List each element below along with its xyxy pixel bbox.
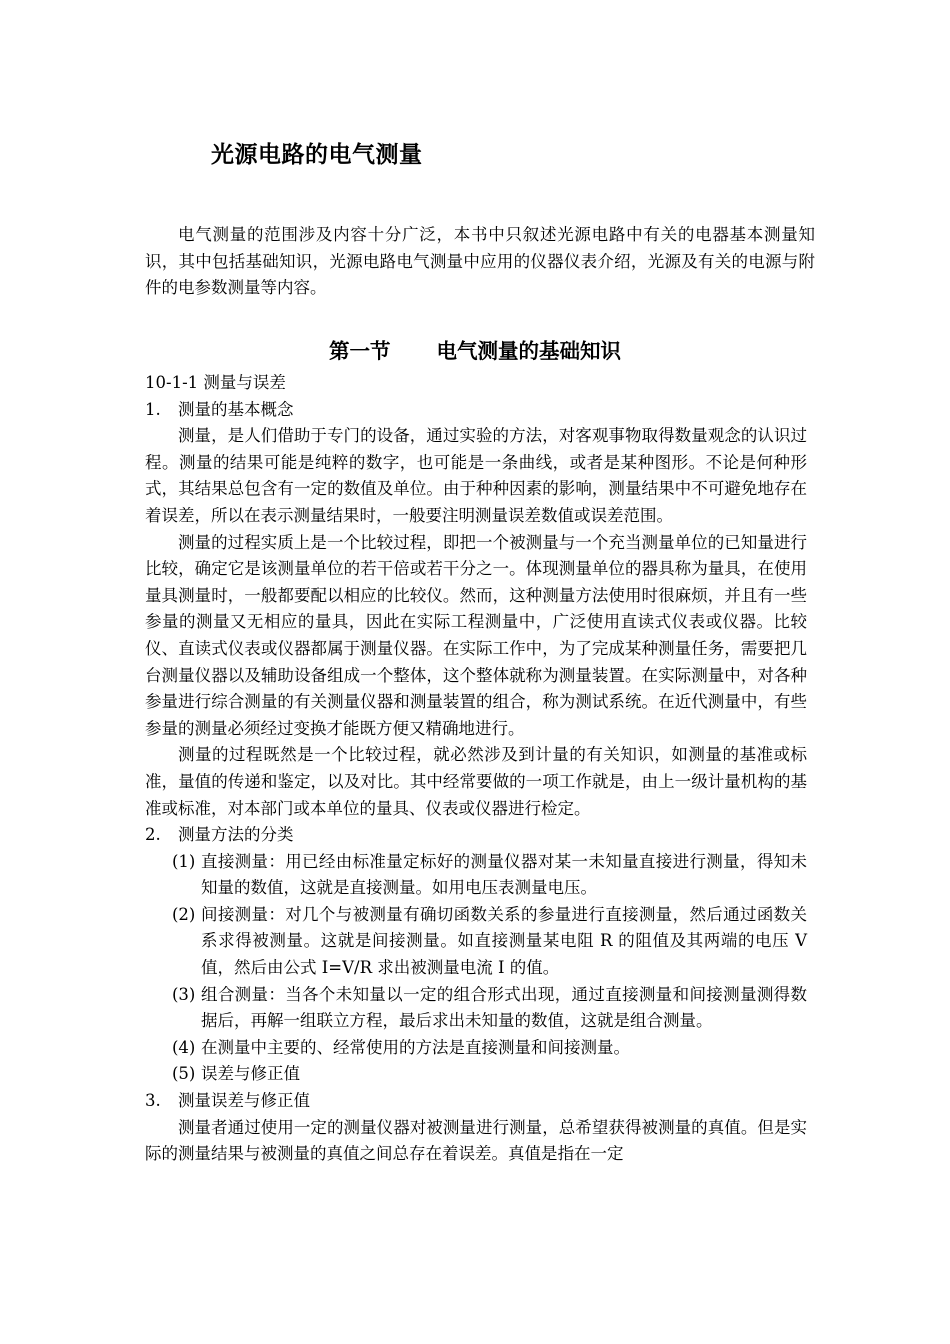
list-item	[145, 902, 807, 982]
paragraph-3: 测量的过程既然是一个比较过程，就必然涉及到计量的有关知识，如测量的基准或标准，量值的传递和鉴定，以及对比。其中经常要做的一项工作就是，由上一级计量机构的基准或标准，对本部门或本单位的量具、仪表或仪器进行检定。	[145, 745, 807, 818]
heading-1-number: 1.	[145, 399, 161, 419]
list-item-text: 误差与修正值	[201, 1064, 300, 1084]
heading-2-text: 测量方法的分类	[178, 825, 294, 845]
list-item	[145, 982, 807, 1035]
paragraph-4: 测量者通过使用一定的测量仪器对被测量进行测量，总希望获得被测量的真值。但是实际的测量结果与被测量的真值之间总存在着误差。真值是指在一定	[145, 1117, 807, 1164]
list-item-number: (4)	[172, 1037, 196, 1057]
list-item	[145, 849, 807, 902]
list-item-number: (3)	[172, 984, 196, 1004]
heading-1-text: 测量的基本概念	[178, 399, 294, 419]
list-item-text: 组合测量：当各个未知量以一定的组合形式出现，通过直接测量和间接测量测得数据后，再解一组联立方程，最后求出未知量的数值，这就是组合测量。	[201, 984, 807, 1031]
list-item-number: (1)	[172, 851, 196, 871]
list-item-text: 在测量中主要的、经常使用的方法是直接测量和间接测量。	[201, 1037, 630, 1057]
list-item-number: (5)	[172, 1064, 196, 1084]
heading-2-number: 2.	[145, 825, 161, 845]
list-item	[145, 1061, 807, 1088]
heading-3-text: 测量误差与修正值	[178, 1091, 310, 1111]
paragraph-1: 测量，是人们借助于专门的设备，通过实验的方法，对客观事物取得数量观念的认识过程。测量的结果可能是纯粹的数字，也可能是一条曲线，或者是某种图形。不论是何种形式，其结果总包含有一定的数值及单位。由于种种因素的影响，测量结果中不可避免地存在着误差，所以在表示测量结果时，一般要注明测量误差数值或误差范围。	[145, 426, 807, 525]
section-title: 电气测量的基础知识	[436, 339, 621, 363]
heading-2	[145, 822, 807, 849]
paragraph-2: 测量的过程实质上是一个比较过程，即把一个被测量与一个充当测量单位的已知量进行比较，确定它是该测量单位的若干倍或若干分之一。体现测量单位的器具称为量具，在使用量具测量时，一般都要配以相应的比较仪。然而，这种测量方法使用时很麻烦，并且有一些参量的测量又无相应的量具，因此在实际工程测量中，广泛使用直读式仪表或仪器。比较仪、直读式仪表或仪器都属于测量仪器。在实际工作中，为了完成某种测量任务，需要把几台测量仪器以及辅助设备组成一个整体，这个整体就称为测量装置。在实际测量中，对各种参量进行综合测量的有关测量仪器和测量装置的组合，称为测试系统。在近代测量中，有些参量的测量必须经过变换才能既方便又精确地进行。	[145, 532, 807, 738]
subsection-heading: 10-1-1 测量与误差	[145, 373, 286, 392]
section-number: 第一节	[329, 339, 391, 363]
list-item	[145, 1035, 807, 1062]
heading-1	[145, 397, 807, 424]
heading-3-number: 3.	[145, 1091, 161, 1111]
section-heading	[0, 334, 950, 364]
page-title: 光源电路的电气测量	[211, 141, 423, 168]
list-item-text: 直接测量：用已经由标准量定标好的测量仪器对某一未知量直接进行测量，得知未知量的数值，这就是直接测量。如用电压表测量电压。	[201, 851, 807, 898]
list-item-number: (2)	[172, 904, 196, 924]
body-text	[145, 370, 807, 1168]
intro-paragraph: 电气测量的范围涉及内容十分广泛，本书中只叙述光源电路中有关的电器基本测量知识，其中包括基础知识，光源电路电气测量中应用的仪器仪表介绍，光源及有关的电源与附件的电参数测量等内容。	[145, 225, 815, 297]
heading-3	[145, 1088, 807, 1115]
list-item-text: 间接测量：对几个与被测量有确切函数关系的参量进行直接测量，然后通过函数关系求得被测量。这就是间接测量。如直接测量某电阻 R 的阻值及其两端的电压 V 值，然后由公式 I=V/R 求出被测量电流 I 的值。	[201, 904, 807, 978]
